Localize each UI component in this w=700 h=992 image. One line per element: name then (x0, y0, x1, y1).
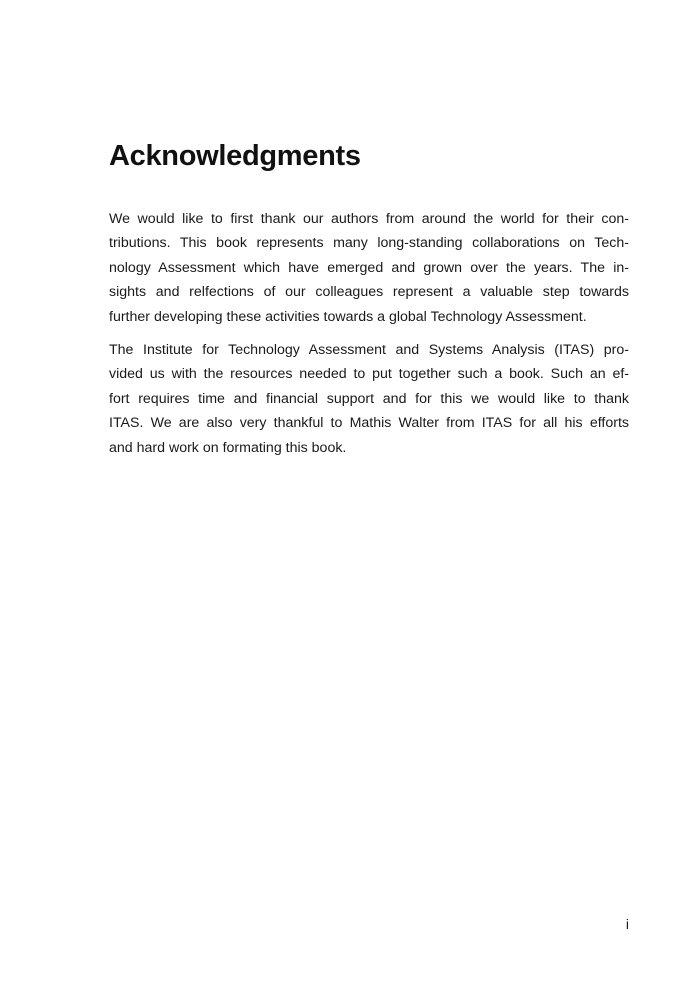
text-line: vided us with the resources needed to put together such a book. Such an ef- (109, 366, 629, 383)
text-line: tributions. This book represents many long-standing collaborations on Tech- (109, 235, 629, 252)
paragraph-2 (109, 338, 629, 460)
page-title: Acknowledgments (109, 140, 361, 172)
text-line: sights and relfections of our colleagues represent a valuable step towards (109, 284, 629, 301)
text-line: We would like to first thank our authors from around the world for their con- (109, 211, 629, 227)
page-number: i (625, 916, 629, 932)
text-line: nology Assessment which have emerged and grown over the years. The in- (109, 259, 629, 276)
text-line: fort requires time and financial support and for this we would like to thank (109, 390, 629, 407)
text-line: further developing these activities towards a global Technology Assessment. (109, 308, 587, 325)
paragraph-1 (109, 207, 629, 329)
text-line: and hard work on formating this book. (109, 439, 347, 456)
body-text (109, 207, 629, 460)
text-line: ITAS. We are also very thankful to Mathis Walter from ITAS for all his efforts (109, 415, 629, 432)
text-line: The Institute for Technology Assessment and Systems Analysis (ITAS) pro- (109, 342, 629, 359)
